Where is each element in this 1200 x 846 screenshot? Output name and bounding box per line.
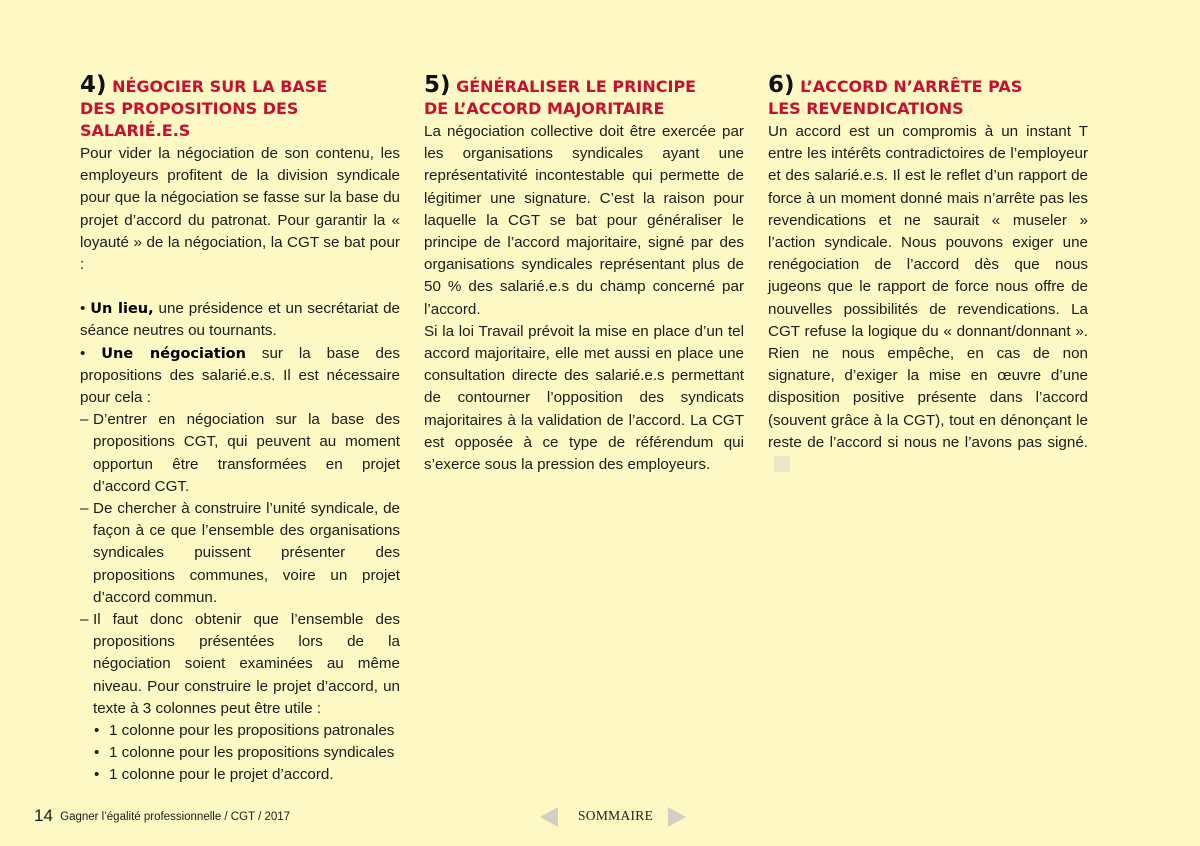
bullet-text: une présidence et un secrétariat de séance neutres ou tournants. bbox=[80, 300, 400, 340]
section-number: 6) bbox=[768, 72, 795, 98]
sub-bullet: • 1 colonne pour les propositions patronales bbox=[80, 720, 400, 742]
sub-bullet: • 1 colonne pour le projet d’accord. bbox=[80, 764, 400, 786]
bullet-bold: Une négociation bbox=[101, 345, 246, 362]
section-6-text: Un accord est un compromis à un instant T entre les intérêts contradictoires de l’employeur et des salarié.e.s. Il est le reflet d’un rapport de force à un moment donné mais n’arrête pas les revendications et ne saurait « museler » l’action syndicale. Nous pouvons exiger une renégociation de l’accord dès que nous jugeons que le rapport de force nous offre de nouvelles possibilités de revendications. La CGT refuse la logique du « donnant/donnant ». Rien ne nous empêche, en cas de non signature, d’exiger la mise en œuvre d’une disposition positive présente dans l’accord (souvent grâce à la CGT), tout en dénonçant le reste de l’accord si nous ne l’avons pas signé. bbox=[768, 123, 1088, 451]
heading-line-2: DES PROPOSITIONS DES SALARIÉ.E.S bbox=[80, 99, 299, 140]
heading-line-2: LES REVENDICATIONS bbox=[768, 99, 964, 118]
bullet-text: sur la base des propositions des salarié.e.s. Il est nécessaire pour cela : bbox=[80, 344, 400, 407]
previous-page-arrow-icon[interactable] bbox=[540, 807, 558, 827]
page-number: 14 bbox=[34, 806, 53, 825]
publication-title: Gagner l’égalité professionnelle / CGT / 2017 bbox=[60, 811, 291, 823]
section-number: 5) bbox=[424, 72, 451, 98]
bullet-bold: Un lieu, bbox=[90, 301, 154, 318]
page-navigation bbox=[540, 806, 686, 828]
bullet-lieu: • Un lieu, une présidence et un secrétariat de séance neutres ou tournants. bbox=[80, 300, 400, 340]
section-5-paragraph-2: Si la loi Travail prévoit la mise en place d’un tel accord majoritaire, elle met aussi en place une consultation directe des salarié.e.s permettant de contourner l’opposition des syndicats majoritaires à la validation de l’accord. La CGT est opposée à ce type de référendum qui s’exerce sous la pression des employeurs. bbox=[424, 322, 744, 474]
dash-item: – D’entrer en négociation sur la base des propositions CGT, qui peuvent au moment opportun être transformées en projet d’accord CGT. bbox=[80, 409, 400, 498]
bullet-negociation: • Une négociation sur la base des propositions des salarié.e.s. Il est nécessaire pour cela : bbox=[80, 344, 400, 407]
sub-bullet: • 1 colonne pour les propositions syndicales bbox=[80, 742, 400, 764]
section-4-heading bbox=[80, 74, 400, 142]
end-square-icon bbox=[774, 456, 790, 472]
sommaire-link[interactable]: SOMMAIRE bbox=[578, 808, 654, 823]
section-6 bbox=[768, 74, 1088, 476]
next-page-arrow-icon[interactable] bbox=[668, 807, 686, 827]
section-4 bbox=[80, 74, 400, 787]
section-6-heading bbox=[768, 74, 1088, 120]
heading-line-1: GÉNÉRALISER LE PRINCIPE bbox=[456, 77, 697, 96]
footer bbox=[34, 806, 290, 827]
dash-item: – De chercher à construire l’unité syndicale, de façon à ce que l’ensemble des organisations syndicales puissent présenter des propositions communes, voire un projet d’accord commun. bbox=[80, 498, 400, 609]
dash-item: – Il faut donc obtenir que l’ensemble des propositions présentées lors de la négociation soient examinées au même niveau. Pour construire le projet d’accord, un texte à 3 colonnes peut être utile : bbox=[80, 609, 400, 720]
section-6-paragraph bbox=[768, 121, 1088, 476]
section-number: 4) bbox=[80, 72, 107, 98]
heading-line-1: L’ACCORD N’ARRÊTE PAS bbox=[800, 77, 1023, 96]
section-5-paragraph-1: La négociation collective doit être exercée par les organisations syndicales ayant une représentativité incontestable qui permette de légitimer une signature. C’est la raison pour laquelle la CGT se bat pour généraliser le principe de l’accord majoritaire, signé par des organisations syndicales représentant plus de 50 % des salarié.e.s du champ concerné par l’accord. bbox=[424, 123, 744, 318]
section-5-heading bbox=[424, 74, 744, 120]
section-4-intro: Pour vider la négociation de son contenu, les employeurs profitent de la division syndicale pour que la négociation se fasse sur la base du projet d’accord du patronat. Pour garantir la « loyauté » de la négociation, la CGT se bat pour : bbox=[80, 145, 400, 274]
heading-line-2: DE L’ACCORD MAJORITAIRE bbox=[424, 99, 665, 118]
heading-line-1: NÉGOCIER SUR LA BASE bbox=[112, 77, 328, 96]
section-5 bbox=[424, 74, 744, 476]
